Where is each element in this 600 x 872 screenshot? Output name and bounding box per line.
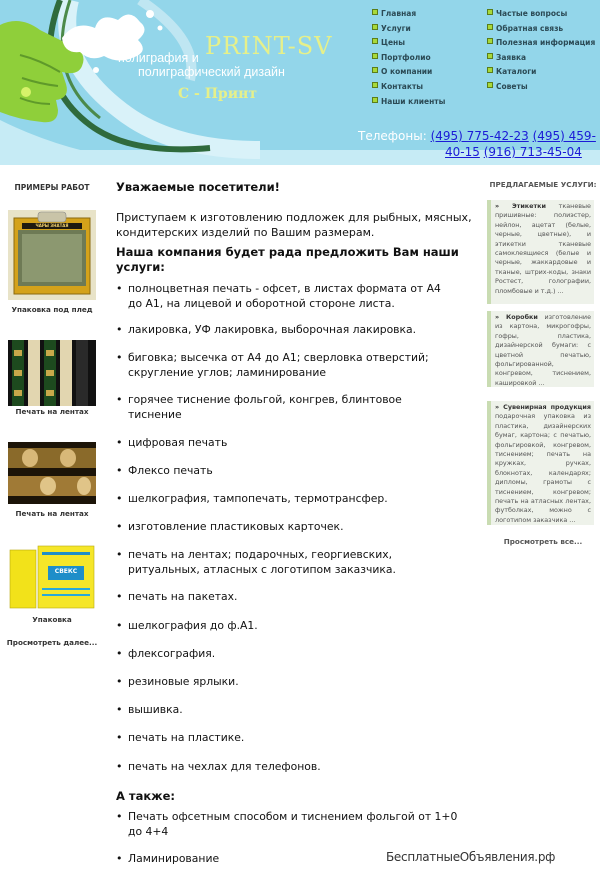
service-box-souvenirs[interactable] <box>487 401 594 525</box>
service-item: • полноцветная печать - офсет, в листах формата от А4 до А1, на лицевой и оборотной стороне листа. <box>128 281 458 311</box>
works-more-link[interactable]: Просмотреть далее... <box>6 638 98 647</box>
service-box-text: изготовление из картона, микрогофры, гофры, пластика, дизайнерской бумаги: с цветной печатью, фольгированной, конгревом, тиснением, кашировкой ... <box>495 313 591 387</box>
service-box-name[interactable]: » Коробки <box>495 313 538 321</box>
nav-link-contacts[interactable]: Контакты <box>372 82 445 97</box>
service-box-labels[interactable] <box>487 200 594 304</box>
nav-bullet-icon <box>487 24 493 30</box>
phone-link-2-continued[interactable]: 40-15 <box>445 145 480 159</box>
nav-bullet-icon <box>372 82 378 88</box>
also-item: • Печать офсетным способом и тиснением фольгой от 1+0 до 4+4 <box>128 809 458 839</box>
service-box-text: подарочная упаковка из пластика, дизайнерских бумаг, картона; с печатью, фольгировкой, конгревом, тиснением; печать на кружках, ручках, блокнотах, календарях; дипломы, грамоты с тиснением, конгревом; печать на атласных лентах, футболках, можно с логотипом заказчика ... <box>495 412 591 524</box>
service-item: • печать на пластике. <box>128 730 458 745</box>
work-caption[interactable]: Упаковка <box>32 615 72 624</box>
nav-link-order[interactable]: Заявка <box>487 53 595 68</box>
nav-link-prices[interactable]: Цены <box>372 38 445 53</box>
nav-link-catalogs[interactable]: Каталоги <box>487 67 595 82</box>
offer-heading: Наша компания будет рада предложить Вам наши услуги: <box>116 245 459 274</box>
service-box-boxes[interactable] <box>487 311 594 387</box>
phone-link-3[interactable]: (916) 713-45-04 <box>483 145 582 159</box>
brand-tagline-line1: полиграфия и <box>118 51 199 65</box>
service-item: • резиновые ярлыки. <box>128 674 458 689</box>
header-hand-illustration <box>0 0 360 165</box>
service-item: • биговка; высечка от А4 до А1; сверловка отверстий; скругление углов; ламинирование <box>128 350 458 380</box>
nav-link-about[interactable]: О компании <box>372 67 445 82</box>
services-more-link[interactable]: Просмотреть все... <box>503 537 583 546</box>
nav-bullet-icon <box>372 53 378 59</box>
top-nav-column-2 <box>487 9 595 97</box>
service-item: • горячее тиснение фольгой, конгрев, блинтовое тиснение <box>128 392 458 422</box>
yellow-box-label: СВЕКС <box>54 568 78 575</box>
works-examples-title: ПРИМЕРЫ РАБОТ <box>14 183 90 192</box>
nav-bullet-icon <box>487 38 493 44</box>
brand-subtitle: С - Принт <box>178 86 258 102</box>
nav-bullet-icon <box>372 38 378 44</box>
nav-link-feedback[interactable]: Обратная связь <box>487 24 595 39</box>
nav-bullet-icon <box>487 9 493 15</box>
nav-bullet-icon <box>487 82 493 88</box>
watermark: БесплатныеОбъявления.рф <box>386 850 556 864</box>
service-item: • печать на лентах; подарочных, георгиевских, ритуальных, атласных с логотипом заказчика. <box>128 547 458 577</box>
service-box-name[interactable]: » Сувенирная продукция <box>495 403 592 411</box>
welcome-heading: Уважаемые посетители! <box>116 180 280 194</box>
work-caption[interactable]: Упаковка под плед <box>11 305 93 314</box>
blanket-box-label: ЧАРЫ ЗНАТАЯ <box>35 223 69 228</box>
work-thumb-ribbons[interactable] <box>8 340 96 406</box>
nav-bullet-icon <box>372 24 378 30</box>
top-nav-column-1 <box>372 9 445 111</box>
nav-link-services[interactable]: Услуги <box>372 24 445 39</box>
service-item: • изготовление пластиковых карточек. <box>128 519 458 534</box>
work-thumb-gold-ribbons[interactable] <box>8 442 96 504</box>
brand-tagline-line2: полиграфический дизайн <box>138 65 285 79</box>
service-box-name[interactable]: » Этикетки <box>495 202 547 210</box>
nav-bullet-icon <box>487 67 493 73</box>
also-item: • Ламинирование <box>128 851 458 866</box>
intro-paragraph: Приступаем к изготовлению подложек для рыбных, мясных, кондитерских изделий по Вашим размерам. <box>116 211 472 239</box>
work-thumb-yellow-box[interactable] <box>8 544 96 614</box>
also-heading: А также: <box>116 789 175 803</box>
service-item: • флексография. <box>128 646 458 661</box>
nav-link-clients[interactable]: Наши клиенты <box>372 97 445 112</box>
service-item: • печать на чехлах для телефонов. <box>128 759 458 774</box>
phones-block <box>358 128 600 160</box>
nav-bullet-icon <box>372 67 378 73</box>
brand-logo[interactable]: PRINT-SV <box>205 32 333 60</box>
phone-link-2[interactable]: (495) 459- <box>532 129 596 143</box>
nav-link-home[interactable]: Главная <box>372 9 445 24</box>
nav-bullet-icon <box>372 97 378 103</box>
nav-link-faq[interactable]: Частые вопросы <box>487 9 595 24</box>
nav-bullet-icon <box>487 53 493 59</box>
works-examples-column <box>0 178 104 647</box>
work-caption[interactable]: Печать на лентах <box>15 509 89 518</box>
service-box-text: тканевые пришивные: полиэстер, нейлон, ацетат (белые, черные, цветные), и этикетки тканевые самоклеящиеся (белые и черные, жаккардовые и тканые, штрих-коды, знаки Ростест, голографии, пломбовые и т.д.) ... <box>495 202 591 295</box>
nav-link-portfolio[interactable]: Портфолио <box>372 53 445 68</box>
service-item: • лакировка, УФ лакировка, выборочная лакировка. <box>128 322 458 337</box>
offered-services-title: ПРЕДЛАГАЕМЫЕ УСЛУГИ: <box>489 180 597 189</box>
phones-label: Телефоны: <box>358 129 427 143</box>
service-item: • вышивка. <box>128 702 458 717</box>
nav-link-useful-info[interactable]: Полезная информация <box>487 38 595 53</box>
service-item: • печать на пакетах. <box>128 589 458 604</box>
work-caption[interactable]: Печать на лентах <box>15 407 89 416</box>
phone-link-1[interactable]: (495) 775-42-23 <box>430 129 529 143</box>
nav-bullet-icon <box>372 9 378 15</box>
service-item: • Флексо печать <box>128 463 458 478</box>
header <box>0 0 600 165</box>
service-item: • шелкография до ф.А1. <box>128 618 458 633</box>
service-item: • цифровая печать <box>128 435 458 450</box>
service-item: • шелкография, тампопечать, термотрансфер. <box>128 491 458 506</box>
nav-link-tips[interactable]: Советы <box>487 82 595 97</box>
